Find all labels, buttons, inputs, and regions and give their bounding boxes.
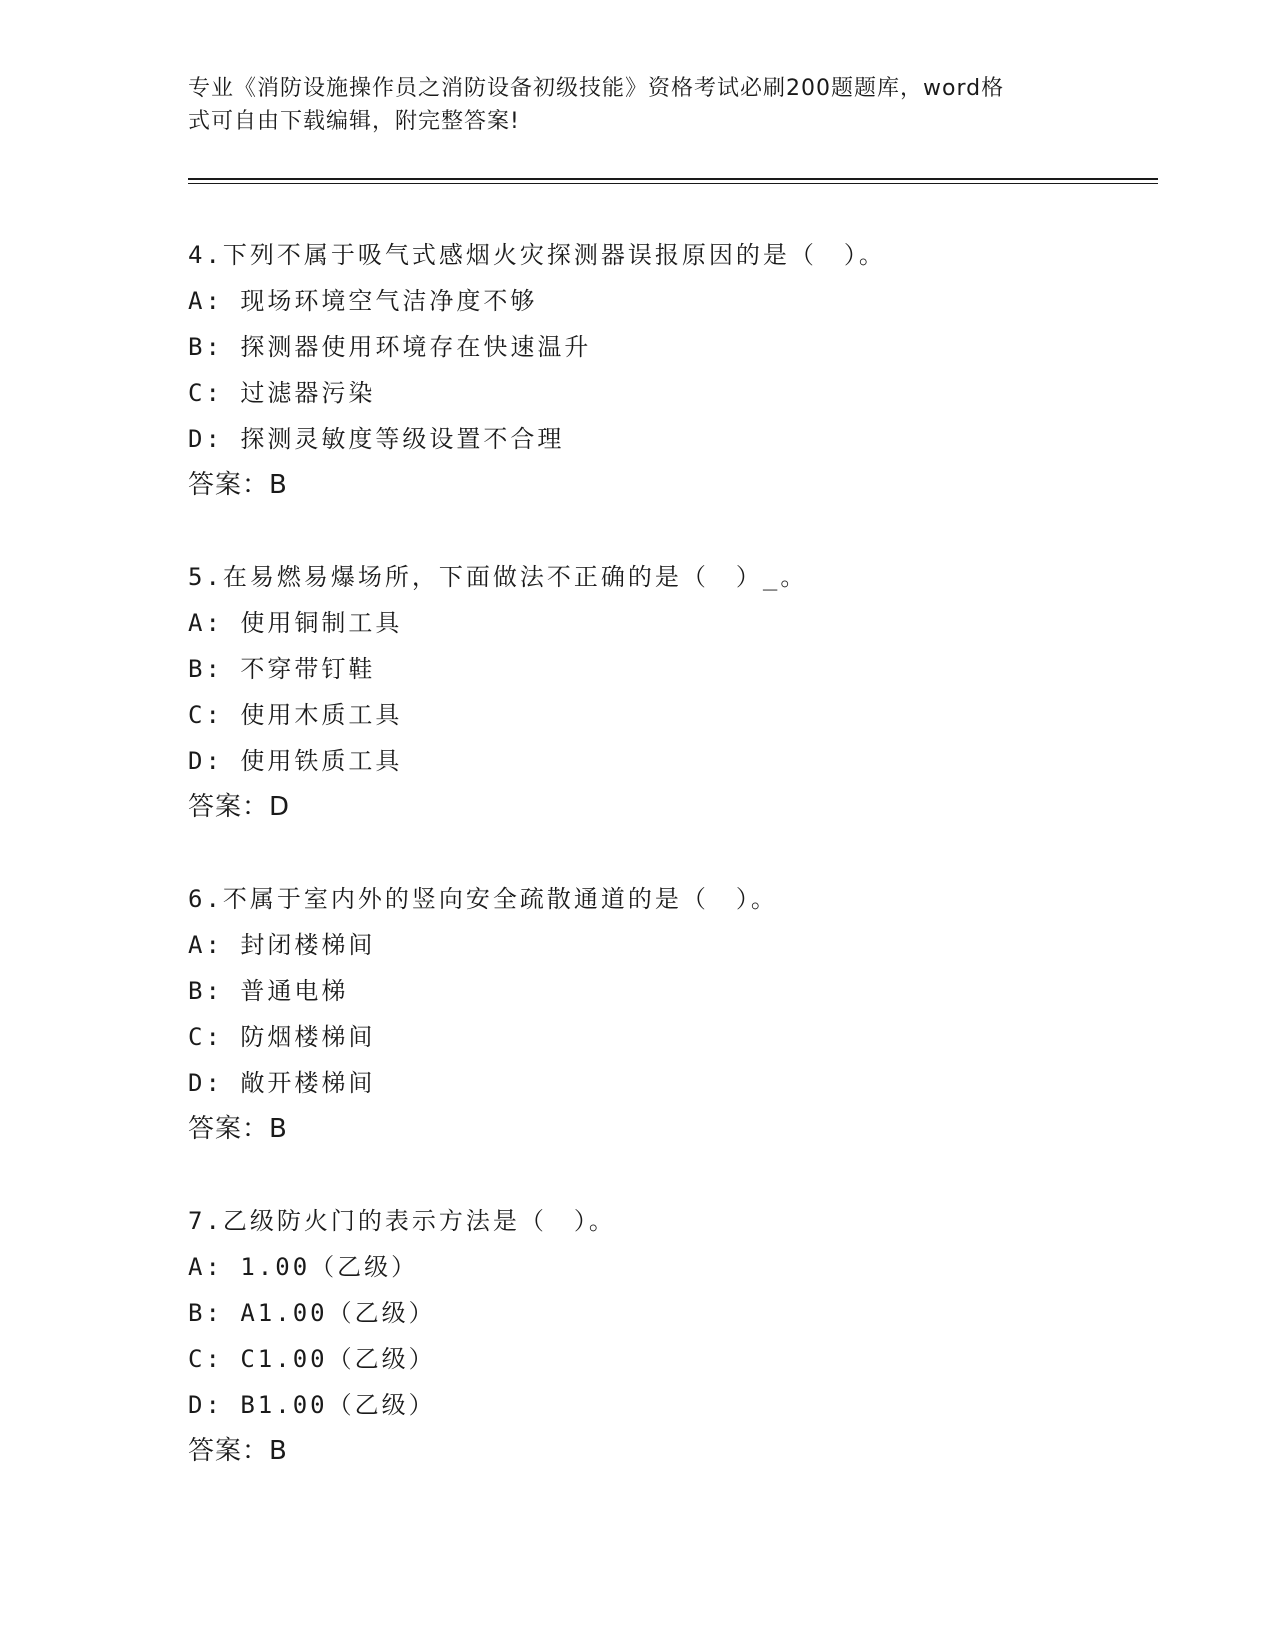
option-b: B: 探测器使用环境存在快速温升: [188, 333, 592, 361]
option-b: B: 普通电梯: [188, 977, 349, 1005]
header-divider-thin: [188, 183, 1158, 184]
option-b: B: 不穿带钉鞋: [188, 655, 376, 683]
option-d: D: 探测灵敏度等级设置不合理: [188, 425, 565, 453]
header-line-2: 式可自由下载编辑，附完整答案!: [188, 109, 520, 134]
option-b: B: A1.00（乙级）: [188, 1299, 436, 1327]
question-stem: 4.下列不属于吸气式感烟火灾探测器误报原因的是（ ）。: [188, 241, 886, 269]
option-a: A: 现场环境空气洁净度不够: [188, 287, 538, 315]
document-header: [188, 72, 1068, 138]
question-item: [188, 876, 1148, 1152]
question-list: [188, 232, 1148, 1520]
option-d: D: 敞开楼梯间: [188, 1069, 376, 1097]
option-c: C: 防烟楼梯间: [188, 1023, 376, 1051]
header-line-1: 专业《消防设施操作员之消防设备初级技能》资格考试必刷200题题库，word格: [188, 76, 1005, 101]
question-stem: 7.乙级防火门的表示方法是（ ）。: [188, 1207, 616, 1235]
question-item: [188, 232, 1148, 508]
answer-line: 答案：D: [188, 792, 291, 822]
header-divider-thick: [188, 178, 1158, 180]
option-a: A: 使用铜制工具: [188, 609, 403, 637]
question-stem: 6.不属于室内外的竖向安全疏散通道的是（ ）。: [188, 885, 778, 913]
option-d: D: B1.00（乙级）: [188, 1391, 436, 1419]
answer-line: 答案：B: [188, 1436, 288, 1466]
option-d: D: 使用铁质工具: [188, 747, 403, 775]
answer-line: 答案：B: [188, 470, 288, 500]
option-c: C: 过滤器污染: [188, 379, 376, 407]
option-c: C: 使用木质工具: [188, 701, 403, 729]
question-item: [188, 554, 1148, 830]
question-stem: 5.在易燃易爆场所，下面做法不正确的是（ ）_。: [188, 563, 808, 591]
question-item: [188, 1198, 1148, 1474]
option-c: C: C1.00（乙级）: [188, 1345, 436, 1373]
option-a: A: 1.00（乙级）: [188, 1253, 419, 1281]
option-a: A: 封闭楼梯间: [188, 931, 376, 959]
answer-line: 答案：B: [188, 1114, 288, 1144]
